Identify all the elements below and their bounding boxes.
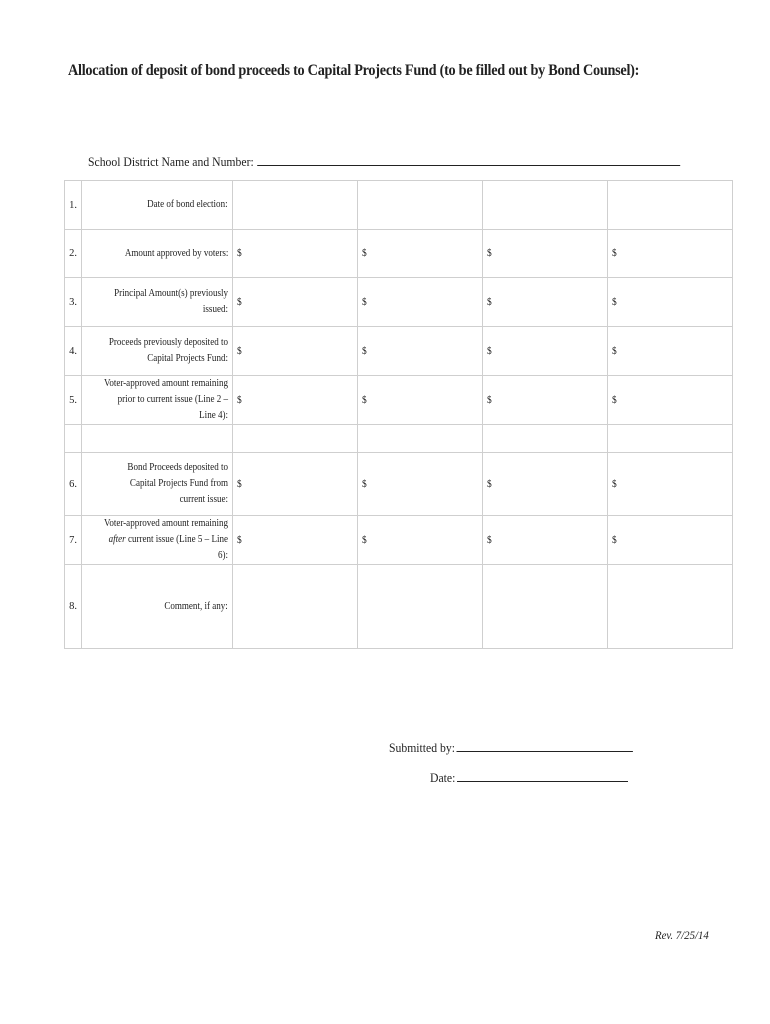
district-input-line[interactable] (257, 153, 680, 166)
value-cell[interactable]: $ (483, 376, 608, 425)
table-row (65, 376, 733, 425)
value-cell[interactable]: $ (483, 278, 608, 327)
date-field (430, 769, 628, 786)
value-cell[interactable] (483, 181, 608, 230)
row-label: Voter-approved amount remaining prior to current issue (Line 2 – Line 4): (82, 376, 233, 425)
value-cell[interactable] (483, 565, 608, 649)
table-row (65, 181, 733, 230)
table-row (65, 565, 733, 649)
form-title: Allocation of deposit of bond proceeds to Capital Projects Fund (to be filled out by Bond Counsel): (68, 62, 640, 79)
value-cell[interactable]: $ (608, 278, 733, 327)
value-cell[interactable]: $ (233, 278, 358, 327)
row-number: 8. (65, 565, 82, 649)
value-cell[interactable]: $ (358, 516, 483, 565)
value-cell[interactable]: $ (233, 516, 358, 565)
district-label: School District Name and Number: (88, 154, 254, 169)
value-cell[interactable]: $ (233, 230, 358, 278)
value-cell[interactable]: $ (483, 327, 608, 376)
value-cell[interactable]: $ (483, 453, 608, 516)
value-cell[interactable]: $ (483, 230, 608, 278)
table-row (65, 230, 733, 278)
value-cell[interactable]: $ (358, 278, 483, 327)
value-cell[interactable]: $ (233, 327, 358, 376)
value-cell[interactable]: $ (608, 327, 733, 376)
value-cell[interactable]: $ (608, 516, 733, 565)
table-row (65, 516, 733, 565)
table-row (65, 453, 733, 516)
row-label: Principal Amount(s) previously issued: (82, 278, 233, 327)
value-cell[interactable] (608, 565, 733, 649)
row-label: Amount approved by voters: (82, 230, 233, 278)
revision-note: Rev. 7/25/14 (655, 928, 709, 942)
value-cell[interactable]: $ (358, 230, 483, 278)
value-cell[interactable]: $ (358, 453, 483, 516)
value-cell[interactable] (358, 565, 483, 649)
value-cell[interactable]: $ (233, 453, 358, 516)
value-cell[interactable]: $ (358, 376, 483, 425)
row-number: 7. (65, 516, 82, 565)
submitted-by-field (389, 739, 633, 756)
value-cell[interactable] (233, 181, 358, 230)
row-label: Date of bond election: (82, 181, 233, 230)
value-cell[interactable] (233, 565, 358, 649)
row-number: 2. (65, 230, 82, 278)
table-row (65, 278, 733, 327)
spacer-row (65, 425, 733, 453)
row-label: Comment, if any: (82, 565, 233, 649)
value-cell[interactable]: $ (358, 327, 483, 376)
date-label: Date: (430, 770, 456, 785)
submitted-by-label: Submitted by: (389, 740, 455, 755)
value-cell[interactable]: $ (608, 230, 733, 278)
row-label: Proceeds previously deposited to Capital Projects Fund: (82, 327, 233, 376)
submitted-by-input-line[interactable] (457, 739, 633, 752)
value-cell[interactable] (358, 181, 483, 230)
row-number: 4. (65, 327, 82, 376)
value-cell[interactable]: $ (233, 376, 358, 425)
row-number: 1. (65, 181, 82, 230)
row-number: 3. (65, 278, 82, 327)
district-field (88, 153, 680, 170)
row-number: 5. (65, 376, 82, 425)
row-label: Bond Proceeds deposited to Capital Projects Fund from current issue: (82, 453, 233, 516)
row-number: 6. (65, 453, 82, 516)
allocation-table (64, 180, 733, 649)
date-input-line[interactable] (457, 769, 628, 782)
value-cell[interactable]: $ (608, 376, 733, 425)
value-cell[interactable] (608, 181, 733, 230)
value-cell[interactable]: $ (483, 516, 608, 565)
row-label: Voter-approved amount remaining after current issue (Line 5 – Line 6): (82, 516, 233, 565)
table-row (65, 327, 733, 376)
value-cell[interactable]: $ (608, 453, 733, 516)
